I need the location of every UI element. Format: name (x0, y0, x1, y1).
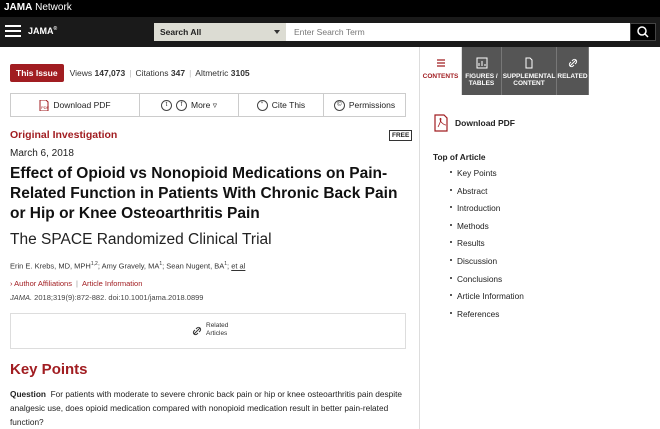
author-list: Erin E. Krebs, MD, MPH$^{1,2}$; Amy Gravely, $MA^1$; Sean Nugent, $BA^1$; et al (10, 261, 246, 271)
affiliation-links: › Author Affiliations | Article Information (10, 279, 143, 288)
toc-item[interactable]: Discussion (450, 256, 524, 274)
this-issue-button[interactable]: This Issue (10, 64, 64, 82)
article-title: Effect of Opioid vs Nonopioid Medications on Pain-Related Function in Patients With Chronic Back Pain or Hip or Knee Osteoarthritis Pain (10, 165, 398, 222)
link-icon (192, 326, 202, 336)
tab-spacer (589, 47, 660, 95)
pdf-icon (433, 114, 449, 132)
publish-date: March 6, 2018 (10, 148, 74, 159)
toc-item[interactable]: Conclusions (450, 274, 524, 292)
cite-this-button[interactable]: “ Cite This (239, 94, 323, 116)
citation-line: JAMA. 2018;319(9):872-882. doi:10.1001/jama.2018.0899 (10, 293, 204, 302)
key-points-question: Question For patients with moderate to severe chronic back pain or hip or knee osteoarthritis pain despite analgesic use, does opioid medication compared with nonopioid medication result in better pain-related function? (10, 389, 403, 427)
article-type: Original Investigation (10, 129, 118, 141)
copyright-icon: © (334, 100, 345, 111)
toc-item[interactable]: Article Information (450, 291, 524, 309)
jama-network-logo[interactable]: JAMA Network (4, 2, 72, 13)
article-toolbar (10, 93, 406, 117)
top-brand-bar (0, 0, 660, 17)
facebook-icon[interactable]: f (176, 100, 187, 111)
related-articles-label: Related Articles (206, 322, 229, 337)
article-metrics: This Issue Views 147,073 | Citations 347 | Altmetric 3105 (10, 64, 254, 81)
toc-item[interactable]: Key Points (450, 168, 524, 186)
permissions-button[interactable]: © Permissions (324, 94, 405, 116)
download-pdf-button[interactable]: PDF Download PDF (41, 100, 111, 110)
chevron-down-icon (274, 30, 280, 34)
document-icon (523, 57, 535, 69)
author-link[interactable]: Erin E. Krebs, MD, MPH (10, 261, 91, 271)
toc-item[interactable]: References (450, 309, 524, 327)
search-icon (631, 24, 655, 40)
toc-item[interactable]: Methods (450, 221, 524, 239)
toc-item[interactable]: Abstract (450, 186, 524, 204)
article-subtitle: The SPACE Randomized Clinical Trial (10, 231, 272, 248)
quote-icon: “ (257, 100, 268, 111)
link-icon (567, 57, 579, 69)
journal-logo[interactable]: JAMA® (28, 26, 58, 36)
altmetric-stat[interactable]: Altmetric 3105 (195, 67, 250, 78)
tab-contents[interactable]: CONTENTS (420, 47, 462, 95)
share-more-group (140, 94, 238, 116)
rail-download-pdf-link[interactable]: Download PDF (433, 114, 515, 132)
et-al-link[interactable]: et al (231, 261, 246, 271)
related-articles-box[interactable] (10, 313, 406, 349)
search-input[interactable] (286, 23, 630, 41)
menu-icon[interactable] (5, 25, 21, 38)
more-button[interactable]: More ▿ (190, 99, 217, 110)
author-link[interactable]: ; Amy Gravely, MA (97, 261, 160, 271)
pdf-icon (39, 100, 49, 111)
search-button[interactable] (630, 23, 656, 41)
top-of-article-link[interactable]: Top of Article (433, 152, 486, 162)
right-rail (419, 47, 660, 429)
key-points-heading: Key Points (10, 361, 88, 378)
author-affiliations-link[interactable]: › Author Affiliations (10, 279, 72, 288)
list-icon (435, 57, 447, 69)
twitter-icon[interactable]: t (161, 100, 172, 111)
citations-stat[interactable]: Citations 347 (135, 67, 186, 78)
toc-item[interactable]: Results (450, 238, 524, 256)
main-navbar (0, 17, 660, 47)
free-badge: FREE (389, 130, 412, 141)
svg-text:PDF: PDF (41, 104, 50, 110)
views-stat: Views 147,073 (69, 67, 126, 78)
author-link[interactable]: ; Sean Nugent, BA (162, 261, 225, 271)
tab-related[interactable]: RELATED (557, 47, 589, 95)
tab-figures-tables[interactable]: FIGURES / TABLES (462, 47, 502, 95)
article-information-link[interactable]: Article Information (81, 279, 143, 288)
tab-supplemental-content[interactable]: SUPPLEMENTAL CONTENT (502, 47, 557, 95)
rail-tabs (420, 47, 660, 95)
toc-item[interactable]: Introduction (450, 203, 524, 221)
search-scope-select[interactable]: Search All (154, 23, 286, 41)
chart-icon (476, 57, 488, 69)
table-of-contents (450, 168, 524, 326)
